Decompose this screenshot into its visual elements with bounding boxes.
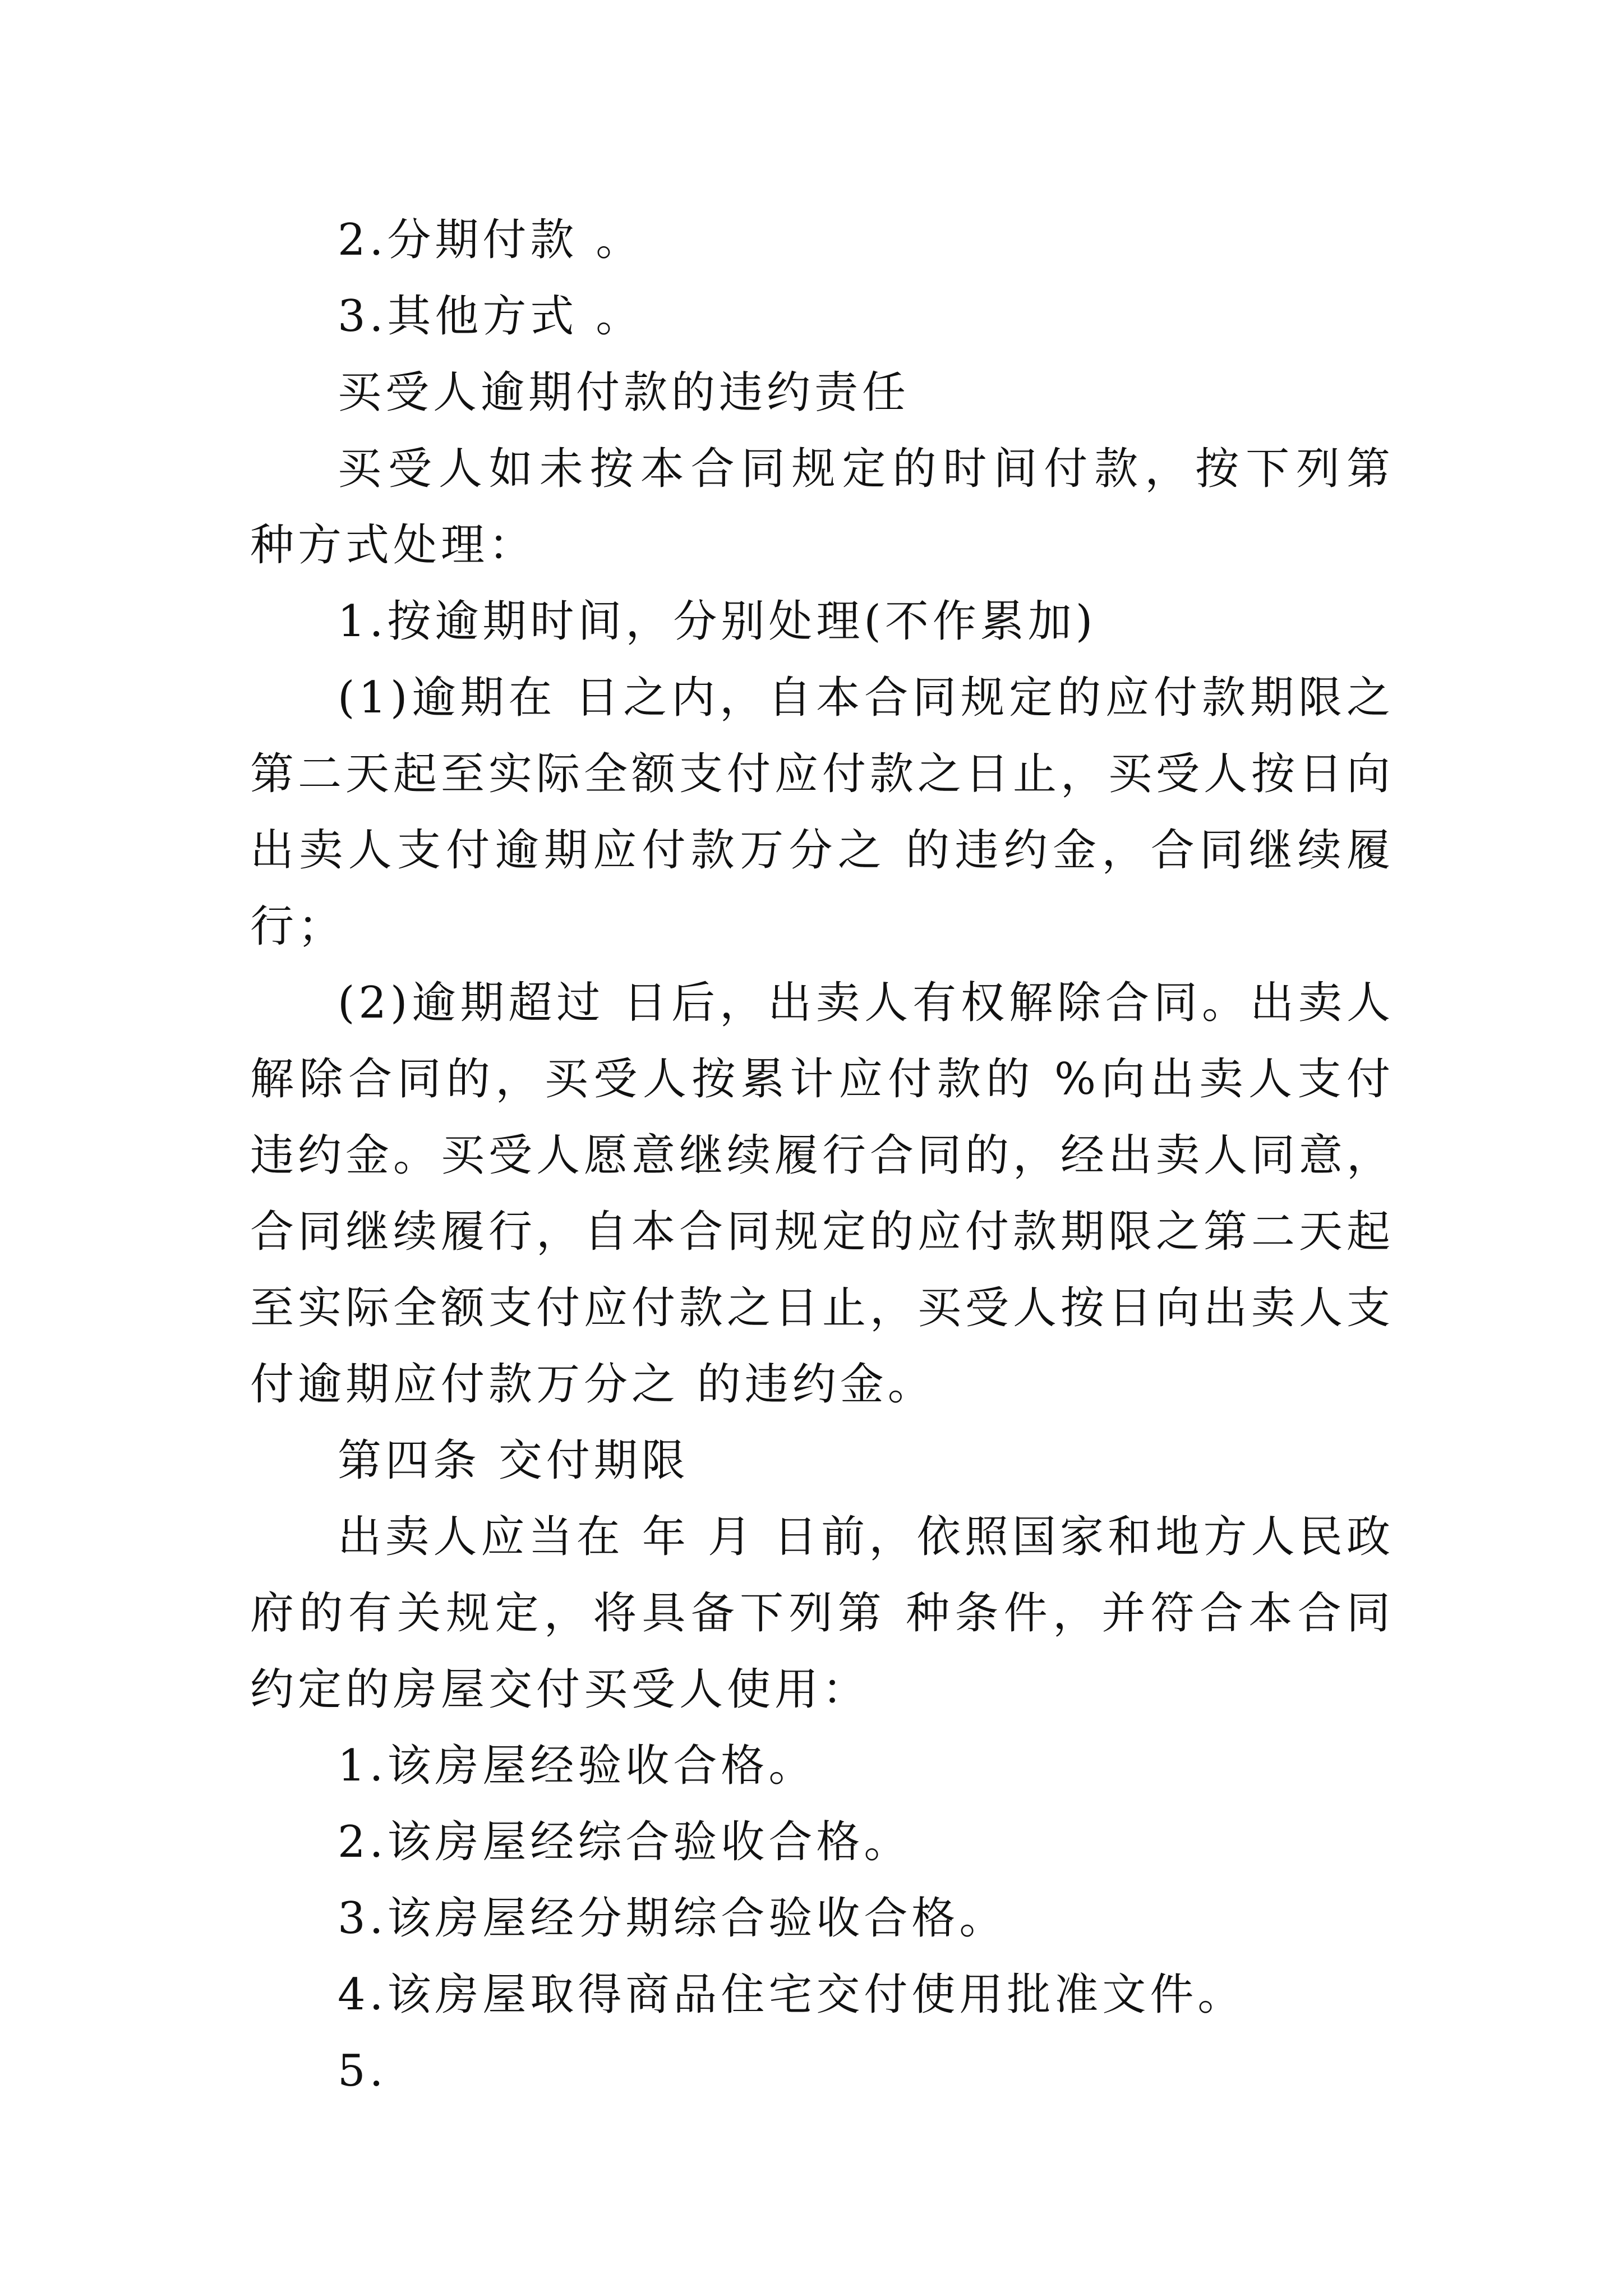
late-payment-heading: 买受人逾期付款的违约责任 [338,367,910,418]
late-payment-item-1: 1.按逾期时间，分别处理(不作累加) [338,596,1097,647]
payment-option-installment: 2.分期付款 。 [338,215,644,265]
article-4-heading: 第四条 交付期限 [338,1435,689,1486]
delivery-condition-1: 1.该房屋经验收合格。 [338,1741,817,1791]
late-payment-subitem-2: (2)逾期超过 日后，出卖人有权解除合同。出卖人解除合同的，买受人按累计应付款的 %向出卖人支付违约金。买受人愿意继续履行合同的，经出卖人同意，合同继续履行，自本合同规定的应付款期限之第二天起至实际全额支付应付款之日止，买受人按日向出卖人支付逾期应付款万分之 的违约金。 [250,978,1395,1410]
delivery-condition-2: 2.该房屋经综合验收合格。 [338,1817,912,1867]
delivery-condition-4: 4.该房屋取得商品住宅交付使用批准文件。 [338,1970,1246,2020]
document-body [250,202,1394,2109]
delivery-intro: 出卖人应当在 年 月 日前，依照国家和地方人民政府的有关规定，将具备下列第 种条件，并符合本合同约定的房屋交付买受人使用： [250,1512,1394,1715]
delivery-condition-5: 5. [338,2046,388,2096]
delivery-condition-3: 3.该房屋经分期综合验收合格。 [338,1893,1007,1944]
late-payment-intro: 买受人如未按本合同规定的时间付款，按下列第 种方式处理： [250,444,1394,570]
late-payment-subitem-1: (1)逾期在 日之内，自本合同规定的应付款期限之第二天起至实际全额支付应付款之日止，买受人按日向出卖人支付逾期应付款万分之 的违约金，合同继续履行； [250,673,1395,952]
payment-option-other: 3.其他方式 。 [338,291,644,342]
